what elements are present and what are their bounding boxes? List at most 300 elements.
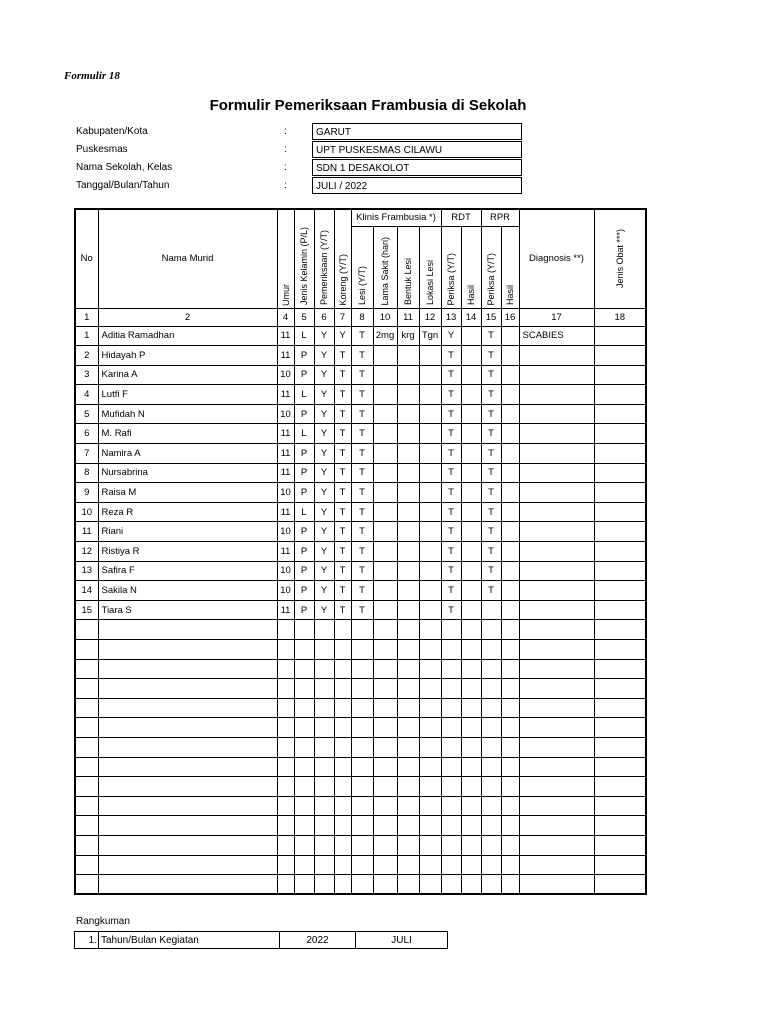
cell-bentuk-lesi[interactable] xyxy=(397,463,419,483)
cell-no[interactable] xyxy=(75,796,98,816)
cell-lesi[interactable] xyxy=(351,816,373,836)
cell-rpr-periksa[interactable] xyxy=(481,816,501,836)
cell-rdt-hasil[interactable] xyxy=(461,502,481,522)
cell-rdt-periksa[interactable]: T xyxy=(441,463,461,483)
cell-lama-sakit[interactable] xyxy=(373,542,397,562)
cell-koreng[interactable] xyxy=(334,659,351,679)
cell-umur[interactable]: 11 xyxy=(277,326,294,346)
cell-no[interactable] xyxy=(75,698,98,718)
cell-lama-sakit[interactable] xyxy=(373,835,397,855)
cell-jenis-kelamin[interactable]: P xyxy=(294,444,314,464)
cell-umur[interactable] xyxy=(277,698,294,718)
cell-nama[interactable] xyxy=(98,757,277,777)
cell-rdt-hasil[interactable] xyxy=(461,679,481,699)
cell-diagnosis[interactable] xyxy=(519,816,594,836)
cell-diagnosis[interactable] xyxy=(519,757,594,777)
cell-rpr-periksa[interactable]: T xyxy=(481,522,501,542)
cell-diagnosis[interactable] xyxy=(519,600,594,620)
cell-diagnosis[interactable] xyxy=(519,835,594,855)
cell-rdt-periksa[interactable]: T xyxy=(441,365,461,385)
cell-lokasi-lesi[interactable] xyxy=(419,757,441,777)
cell-nama[interactable] xyxy=(98,777,277,797)
cell-nama[interactable]: Tiara S xyxy=(98,600,277,620)
cell-umur[interactable]: 10 xyxy=(277,483,294,503)
cell-jenis-obat[interactable] xyxy=(594,502,646,522)
cell-nama[interactable]: Hidayah P xyxy=(98,346,277,366)
cell-diagnosis[interactable] xyxy=(519,855,594,875)
cell-rdt-hasil[interactable] xyxy=(461,522,481,542)
cell-umur[interactable]: 11 xyxy=(277,385,294,405)
cell-umur[interactable] xyxy=(277,620,294,640)
cell-jenis-obat[interactable] xyxy=(594,404,646,424)
cell-diagnosis[interactable] xyxy=(519,542,594,562)
cell-umur[interactable]: 10 xyxy=(277,522,294,542)
cell-rdt-periksa[interactable]: T xyxy=(441,404,461,424)
cell-umur[interactable]: 10 xyxy=(277,365,294,385)
cell-jenis-kelamin[interactable]: P xyxy=(294,365,314,385)
cell-jenis-obat[interactable] xyxy=(594,816,646,836)
cell-bentuk-lesi[interactable] xyxy=(397,737,419,757)
cell-umur[interactable]: 11 xyxy=(277,502,294,522)
cell-diagnosis[interactable] xyxy=(519,777,594,797)
cell-rdt-hasil[interactable] xyxy=(461,737,481,757)
cell-jenis-kelamin[interactable] xyxy=(294,737,314,757)
cell-lesi[interactable] xyxy=(351,679,373,699)
cell-no[interactable]: 13 xyxy=(75,561,98,581)
cell-rdt-hasil[interactable] xyxy=(461,444,481,464)
cell-pemeriksaan[interactable] xyxy=(314,698,334,718)
cell-rdt-periksa[interactable] xyxy=(441,737,461,757)
cell-bentuk-lesi[interactable] xyxy=(397,816,419,836)
cell-no[interactable]: 14 xyxy=(75,581,98,601)
cell-lama-sakit[interactable] xyxy=(373,777,397,797)
cell-rpr-periksa[interactable] xyxy=(481,875,501,895)
cell-rpr-hasil[interactable] xyxy=(501,816,519,836)
cell-lokasi-lesi[interactable] xyxy=(419,855,441,875)
cell-lesi[interactable]: T xyxy=(351,326,373,346)
cell-rdt-periksa[interactable]: T xyxy=(441,542,461,562)
cell-bentuk-lesi[interactable] xyxy=(397,796,419,816)
cell-jenis-kelamin[interactable]: P xyxy=(294,404,314,424)
cell-lokasi-lesi[interactable] xyxy=(419,737,441,757)
cell-bentuk-lesi[interactable] xyxy=(397,698,419,718)
cell-koreng[interactable] xyxy=(334,679,351,699)
cell-nama[interactable]: Lutfi F xyxy=(98,385,277,405)
cell-jenis-obat[interactable] xyxy=(594,640,646,660)
cell-nama[interactable] xyxy=(98,796,277,816)
cell-nama[interactable]: Nursabrina xyxy=(98,463,277,483)
cell-jenis-obat[interactable] xyxy=(594,522,646,542)
cell-pemeriksaan[interactable]: Y xyxy=(314,365,334,385)
cell-diagnosis[interactable] xyxy=(519,522,594,542)
cell-jenis-obat[interactable] xyxy=(594,737,646,757)
cell-umur[interactable] xyxy=(277,875,294,895)
cell-lama-sakit[interactable] xyxy=(373,346,397,366)
cell-lokasi-lesi[interactable] xyxy=(419,483,441,503)
cell-no[interactable]: 1 xyxy=(75,326,98,346)
cell-umur[interactable]: 11 xyxy=(277,346,294,366)
cell-rdt-periksa[interactable] xyxy=(441,835,461,855)
cell-pemeriksaan[interactable]: Y xyxy=(314,600,334,620)
cell-umur[interactable] xyxy=(277,640,294,660)
cell-jenis-obat[interactable] xyxy=(594,444,646,464)
cell-rpr-periksa[interactable] xyxy=(481,796,501,816)
cell-no[interactable] xyxy=(75,659,98,679)
cell-nama[interactable] xyxy=(98,640,277,660)
cell-rpr-hasil[interactable] xyxy=(501,757,519,777)
cell-jenis-kelamin[interactable] xyxy=(294,659,314,679)
cell-umur[interactable] xyxy=(277,835,294,855)
cell-rpr-periksa[interactable]: T xyxy=(481,542,501,562)
cell-rpr-hasil[interactable] xyxy=(501,404,519,424)
cell-umur[interactable] xyxy=(277,757,294,777)
cell-lama-sakit[interactable] xyxy=(373,385,397,405)
cell-lama-sakit[interactable] xyxy=(373,483,397,503)
cell-pemeriksaan[interactable] xyxy=(314,875,334,895)
cell-jenis-obat[interactable] xyxy=(594,698,646,718)
cell-lokasi-lesi[interactable] xyxy=(419,698,441,718)
cell-rdt-hasil[interactable] xyxy=(461,346,481,366)
cell-pemeriksaan[interactable]: Y xyxy=(314,463,334,483)
cell-jenis-kelamin[interactable]: P xyxy=(294,483,314,503)
cell-rpr-periksa[interactable]: T xyxy=(481,385,501,405)
cell-jenis-kelamin[interactable] xyxy=(294,679,314,699)
cell-koreng[interactable]: T xyxy=(334,522,351,542)
cell-bentuk-lesi[interactable] xyxy=(397,483,419,503)
cell-lama-sakit[interactable] xyxy=(373,600,397,620)
cell-no[interactable] xyxy=(75,737,98,757)
cell-rdt-periksa[interactable]: T xyxy=(441,522,461,542)
cell-lama-sakit[interactable] xyxy=(373,640,397,660)
cell-lokasi-lesi[interactable] xyxy=(419,502,441,522)
cell-rdt-hasil[interactable] xyxy=(461,640,481,660)
cell-rpr-hasil[interactable] xyxy=(501,835,519,855)
cell-jenis-kelamin[interactable] xyxy=(294,855,314,875)
cell-no[interactable] xyxy=(75,816,98,836)
cell-jenis-kelamin[interactable]: P xyxy=(294,581,314,601)
cell-lokasi-lesi[interactable]: Tgn xyxy=(419,326,441,346)
cell-lokasi-lesi[interactable] xyxy=(419,777,441,797)
cell-pemeriksaan[interactable]: Y xyxy=(314,502,334,522)
cell-no[interactable]: 10 xyxy=(75,502,98,522)
cell-rpr-periksa[interactable] xyxy=(481,640,501,660)
cell-no[interactable]: 11 xyxy=(75,522,98,542)
cell-rdt-periksa[interactable]: T xyxy=(441,424,461,444)
cell-jenis-obat[interactable] xyxy=(594,600,646,620)
cell-no[interactable] xyxy=(75,640,98,660)
cell-no[interactable]: 4 xyxy=(75,385,98,405)
cell-rdt-hasil[interactable] xyxy=(461,424,481,444)
cell-jenis-obat[interactable] xyxy=(594,718,646,738)
cell-jenis-obat[interactable] xyxy=(594,835,646,855)
cell-umur[interactable] xyxy=(277,679,294,699)
cell-rpr-hasil[interactable] xyxy=(501,600,519,620)
cell-koreng[interactable]: T xyxy=(334,365,351,385)
cell-umur[interactable]: 11 xyxy=(277,542,294,562)
cell-rdt-hasil[interactable] xyxy=(461,816,481,836)
cell-rdt-periksa[interactable]: T xyxy=(441,561,461,581)
cell-no[interactable]: 2 xyxy=(75,346,98,366)
cell-lama-sakit[interactable] xyxy=(373,875,397,895)
cell-pemeriksaan[interactable]: Y xyxy=(314,424,334,444)
cell-jenis-obat[interactable] xyxy=(594,326,646,346)
cell-lama-sakit[interactable] xyxy=(373,620,397,640)
cell-rpr-periksa[interactable] xyxy=(481,855,501,875)
cell-lesi[interactable]: T xyxy=(351,385,373,405)
cell-no[interactable]: 7 xyxy=(75,444,98,464)
cell-koreng[interactable]: T xyxy=(334,404,351,424)
cell-diagnosis[interactable] xyxy=(519,444,594,464)
cell-diagnosis[interactable] xyxy=(519,365,594,385)
cell-jenis-kelamin[interactable] xyxy=(294,718,314,738)
cell-umur[interactable]: 10 xyxy=(277,581,294,601)
cell-lokasi-lesi[interactable] xyxy=(419,640,441,660)
cell-nama[interactable]: Riani xyxy=(98,522,277,542)
cell-lokasi-lesi[interactable] xyxy=(419,718,441,738)
cell-rpr-hasil[interactable] xyxy=(501,620,519,640)
cell-jenis-kelamin[interactable]: L xyxy=(294,385,314,405)
cell-jenis-obat[interactable] xyxy=(594,875,646,895)
cell-nama[interactable]: Namira A xyxy=(98,444,277,464)
cell-rpr-hasil[interactable] xyxy=(501,463,519,483)
cell-nama[interactable]: Raisa M xyxy=(98,483,277,503)
cell-jenis-kelamin[interactable]: P xyxy=(294,463,314,483)
cell-bentuk-lesi[interactable]: krg xyxy=(397,326,419,346)
cell-lokasi-lesi[interactable] xyxy=(419,875,441,895)
cell-lesi[interactable] xyxy=(351,698,373,718)
cell-rdt-periksa[interactable]: T xyxy=(441,581,461,601)
cell-rpr-periksa[interactable] xyxy=(481,620,501,640)
cell-jenis-kelamin[interactable] xyxy=(294,835,314,855)
cell-rdt-periksa[interactable]: T xyxy=(441,385,461,405)
cell-lama-sakit[interactable] xyxy=(373,816,397,836)
cell-rdt-periksa[interactable] xyxy=(441,855,461,875)
cell-koreng[interactable] xyxy=(334,757,351,777)
cell-umur[interactable]: 11 xyxy=(277,424,294,444)
cell-rpr-hasil[interactable] xyxy=(501,698,519,718)
cell-umur[interactable] xyxy=(277,796,294,816)
cell-no[interactable]: 12 xyxy=(75,542,98,562)
cell-no[interactable]: 3 xyxy=(75,365,98,385)
cell-koreng[interactable] xyxy=(334,718,351,738)
cell-nama[interactable] xyxy=(98,698,277,718)
cell-rpr-hasil[interactable] xyxy=(501,718,519,738)
cell-rpr-hasil[interactable] xyxy=(501,659,519,679)
cell-umur[interactable]: 11 xyxy=(277,444,294,464)
cell-pemeriksaan[interactable] xyxy=(314,640,334,660)
cell-koreng[interactable] xyxy=(334,816,351,836)
cell-rdt-periksa[interactable] xyxy=(441,875,461,895)
cell-lama-sakit[interactable] xyxy=(373,796,397,816)
cell-diagnosis[interactable] xyxy=(519,718,594,738)
cell-nama[interactable] xyxy=(98,816,277,836)
cell-nama[interactable]: M. Rafi xyxy=(98,424,277,444)
cell-diagnosis[interactable] xyxy=(519,698,594,718)
cell-rdt-hasil[interactable] xyxy=(461,561,481,581)
cell-no[interactable]: 5 xyxy=(75,404,98,424)
cell-lokasi-lesi[interactable] xyxy=(419,424,441,444)
cell-no[interactable] xyxy=(75,757,98,777)
cell-bentuk-lesi[interactable] xyxy=(397,502,419,522)
cell-lesi[interactable]: T xyxy=(351,581,373,601)
cell-rpr-hasil[interactable] xyxy=(501,581,519,601)
cell-lesi[interactable]: T xyxy=(351,600,373,620)
cell-jenis-obat[interactable] xyxy=(594,757,646,777)
cell-rdt-periksa[interactable] xyxy=(441,620,461,640)
cell-jenis-obat[interactable] xyxy=(594,385,646,405)
cell-lokasi-lesi[interactable] xyxy=(419,816,441,836)
cell-nama[interactable] xyxy=(98,875,277,895)
cell-lama-sakit[interactable] xyxy=(373,561,397,581)
cell-bentuk-lesi[interactable] xyxy=(397,365,419,385)
cell-rdt-hasil[interactable] xyxy=(461,581,481,601)
cell-rdt-periksa[interactable] xyxy=(441,640,461,660)
tanggal-field[interactable]: JULI / 2022 xyxy=(312,177,522,194)
cell-rpr-hasil[interactable] xyxy=(501,346,519,366)
cell-koreng[interactable] xyxy=(334,620,351,640)
cell-lama-sakit[interactable] xyxy=(373,463,397,483)
cell-lesi[interactable]: T xyxy=(351,365,373,385)
cell-jenis-kelamin[interactable]: L xyxy=(294,424,314,444)
cell-rdt-periksa[interactable]: T xyxy=(441,502,461,522)
cell-jenis-obat[interactable] xyxy=(594,463,646,483)
cell-jenis-kelamin[interactable]: P xyxy=(294,561,314,581)
cell-koreng[interactable]: T xyxy=(334,561,351,581)
cell-diagnosis[interactable] xyxy=(519,875,594,895)
cell-pemeriksaan[interactable]: Y xyxy=(314,404,334,424)
cell-jenis-kelamin[interactable] xyxy=(294,816,314,836)
cell-koreng[interactable]: T xyxy=(334,463,351,483)
cell-bentuk-lesi[interactable] xyxy=(397,757,419,777)
cell-rdt-hasil[interactable] xyxy=(461,875,481,895)
cell-lama-sakit[interactable]: 2mg xyxy=(373,326,397,346)
cell-pemeriksaan[interactable] xyxy=(314,737,334,757)
cell-rdt-hasil[interactable] xyxy=(461,659,481,679)
cell-pemeriksaan[interactable] xyxy=(314,777,334,797)
cell-rdt-periksa[interactable]: T xyxy=(441,346,461,366)
cell-lesi[interactable] xyxy=(351,796,373,816)
cell-lama-sakit[interactable] xyxy=(373,659,397,679)
cell-rpr-periksa[interactable]: T xyxy=(481,581,501,601)
cell-lesi[interactable] xyxy=(351,737,373,757)
cell-diagnosis[interactable] xyxy=(519,404,594,424)
cell-rpr-periksa[interactable] xyxy=(481,718,501,738)
cell-jenis-kelamin[interactable] xyxy=(294,777,314,797)
cell-lesi[interactable]: T xyxy=(351,463,373,483)
cell-jenis-kelamin[interactable] xyxy=(294,757,314,777)
cell-lama-sakit[interactable] xyxy=(373,404,397,424)
cell-bentuk-lesi[interactable] xyxy=(397,424,419,444)
cell-no[interactable] xyxy=(75,679,98,699)
cell-jenis-obat[interactable] xyxy=(594,424,646,444)
cell-bentuk-lesi[interactable] xyxy=(397,404,419,424)
cell-diagnosis[interactable] xyxy=(519,581,594,601)
cell-lama-sakit[interactable] xyxy=(373,502,397,522)
cell-rpr-hasil[interactable] xyxy=(501,326,519,346)
cell-umur[interactable]: 10 xyxy=(277,404,294,424)
cell-jenis-obat[interactable] xyxy=(594,542,646,562)
cell-rdt-periksa[interactable]: T xyxy=(441,600,461,620)
cell-nama[interactable] xyxy=(98,718,277,738)
cell-rdt-hasil[interactable] xyxy=(461,463,481,483)
cell-pemeriksaan[interactable]: Y xyxy=(314,326,334,346)
cell-jenis-obat[interactable] xyxy=(594,365,646,385)
cell-pemeriksaan[interactable]: Y xyxy=(314,522,334,542)
cell-rdt-periksa[interactable] xyxy=(441,796,461,816)
cell-lama-sakit[interactable] xyxy=(373,581,397,601)
cell-jenis-kelamin[interactable] xyxy=(294,875,314,895)
cell-lokasi-lesi[interactable] xyxy=(419,385,441,405)
cell-rpr-periksa[interactable] xyxy=(481,698,501,718)
cell-no[interactable] xyxy=(75,718,98,738)
cell-jenis-kelamin[interactable] xyxy=(294,698,314,718)
cell-rpr-periksa[interactable]: T xyxy=(481,463,501,483)
cell-lesi[interactable] xyxy=(351,835,373,855)
cell-rpr-hasil[interactable] xyxy=(501,444,519,464)
cell-lesi[interactable]: T xyxy=(351,346,373,366)
cell-pemeriksaan[interactable] xyxy=(314,816,334,836)
cell-jenis-obat[interactable] xyxy=(594,777,646,797)
cell-koreng[interactable] xyxy=(334,737,351,757)
cell-lesi[interactable] xyxy=(351,620,373,640)
cell-nama[interactable]: Karina A xyxy=(98,365,277,385)
cell-bentuk-lesi[interactable] xyxy=(397,561,419,581)
cell-diagnosis[interactable] xyxy=(519,424,594,444)
cell-koreng[interactable]: T xyxy=(334,346,351,366)
cell-pemeriksaan[interactable] xyxy=(314,679,334,699)
cell-rpr-periksa[interactable]: T xyxy=(481,444,501,464)
cell-rdt-hasil[interactable] xyxy=(461,796,481,816)
cell-umur[interactable]: 11 xyxy=(277,600,294,620)
cell-pemeriksaan[interactable] xyxy=(314,659,334,679)
cell-rpr-periksa[interactable]: T xyxy=(481,483,501,503)
cell-pemeriksaan[interactable]: Y xyxy=(314,385,334,405)
cell-rpr-periksa[interactable] xyxy=(481,835,501,855)
cell-rdt-periksa[interactable] xyxy=(441,816,461,836)
cell-rpr-hasil[interactable] xyxy=(501,424,519,444)
cell-rpr-periksa[interactable] xyxy=(481,600,501,620)
sekolah-field[interactable]: SDN 1 DESAKOLOT xyxy=(312,159,522,176)
cell-rpr-periksa[interactable]: T xyxy=(481,424,501,444)
cell-rpr-hasil[interactable] xyxy=(501,679,519,699)
cell-rdt-hasil[interactable] xyxy=(461,385,481,405)
cell-lokasi-lesi[interactable] xyxy=(419,835,441,855)
cell-umur[interactable] xyxy=(277,777,294,797)
cell-lesi[interactable]: T xyxy=(351,542,373,562)
cell-koreng[interactable]: T xyxy=(334,542,351,562)
cell-umur[interactable] xyxy=(277,659,294,679)
cell-lokasi-lesi[interactable] xyxy=(419,620,441,640)
cell-rdt-hasil[interactable] xyxy=(461,600,481,620)
cell-lama-sakit[interactable] xyxy=(373,444,397,464)
cell-koreng[interactable] xyxy=(334,698,351,718)
cell-rdt-hasil[interactable] xyxy=(461,365,481,385)
cell-diagnosis[interactable] xyxy=(519,679,594,699)
cell-nama[interactable] xyxy=(98,737,277,757)
cell-jenis-obat[interactable] xyxy=(594,346,646,366)
kabupaten-field[interactable]: GARUT xyxy=(312,123,522,140)
cell-bentuk-lesi[interactable] xyxy=(397,835,419,855)
cell-rdt-periksa[interactable]: T xyxy=(441,483,461,503)
cell-diagnosis[interactable] xyxy=(519,620,594,640)
cell-lesi[interactable] xyxy=(351,777,373,797)
cell-rdt-periksa[interactable] xyxy=(441,679,461,699)
cell-jenis-kelamin[interactable]: P xyxy=(294,522,314,542)
cell-no[interactable] xyxy=(75,777,98,797)
cell-bentuk-lesi[interactable] xyxy=(397,444,419,464)
cell-lokasi-lesi[interactable] xyxy=(419,581,441,601)
cell-diagnosis[interactable] xyxy=(519,483,594,503)
